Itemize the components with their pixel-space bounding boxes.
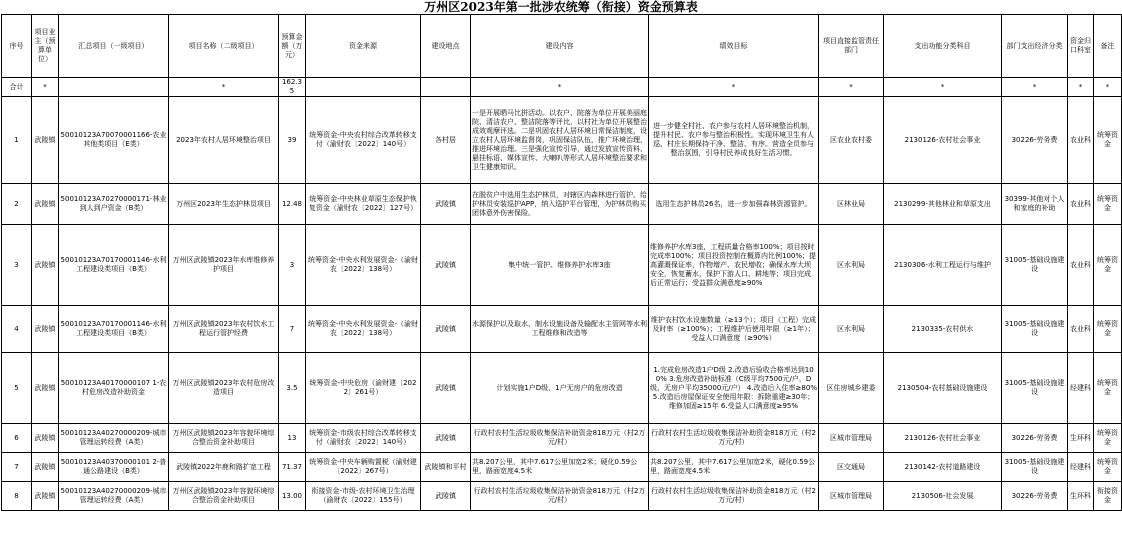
total-star: * [1068,78,1094,97]
row-amount: 39 [279,97,306,184]
row-summary: 50010123A70170001146-水利工程建设类项目（B类） [59,225,169,306]
row-location: 武陵镇 [421,306,471,353]
row-office: 经建科 [1068,453,1094,482]
row-owner: 武陵镇 [32,482,59,511]
header-cell: 建设地点 [421,15,471,78]
row-func: 2130506-社会发展 [884,482,1002,511]
row-amount: 13 [279,424,306,453]
row-summary: 50010123A40270000209-城市管理运转经费（A类） [59,482,169,511]
row-location: 武陵镇 [421,184,471,225]
header-cell: 汇总项目（一级项目） [59,15,169,78]
row-amount: 12.48 [279,184,306,225]
row-location: 武陵镇 [421,424,471,453]
table-row [2,184,1122,225]
row-no: 4 [2,306,32,353]
row-name: 万州区武陵镇2023年容貌环境综合整治资金补助项目 [169,424,279,453]
table-row [2,306,1122,353]
page-title: 万州区2023年第一批涉农统筹（衔接）资金预算表 [424,0,698,14]
header-cell: 项目直接监管责任部门 [819,15,884,78]
row-owner: 武陵镇 [32,184,59,225]
row-no: 3 [2,225,32,306]
row-note: 统筹资金 [1094,225,1122,306]
row-name: 万州区2023年生态护林员项目 [169,184,279,225]
row-source: 统筹资金-中央农村综合改革转移支付（渝财农〔2022〕140号） [306,97,421,184]
row-summary: 50010123A40370000101 2-普通公路建设（B类） [59,453,169,482]
row-content: 水源保护以及取水、制水设施设备及输配水主管网等水利工程维修和改造等 [471,306,649,353]
total-star: * [32,78,59,97]
header-cell: 绩效目标 [649,15,819,78]
row-econ: 30226-劳务费 [1002,424,1068,453]
row-econ: 30226-劳务费 [1002,97,1068,184]
row-func: 2130504-农村基础设施建设 [884,353,1002,424]
row-office: 生环科 [1068,482,1094,511]
row-content: 行政村农村生活垃圾收集保洁补助资金818万元（村2万元/村） [471,482,649,511]
row-name: 万州区武陵镇2023年农村饮水工程运行管护经费 [169,306,279,353]
row-no: 2 [2,184,32,225]
header-cell: 资金归口科室 [1068,15,1094,78]
row-office: 农业科 [1068,97,1094,184]
row-econ: 30226-劳务费 [1002,482,1068,511]
row-name: 万州区武陵镇2023年水库维修养护项目 [169,225,279,306]
row-office: 农业科 [1068,225,1094,306]
header-cell: 项目业主（预算单位） [32,15,59,78]
row-office: 农业科 [1068,184,1094,225]
total-amount: 162.35 [279,78,306,97]
total-blank [59,78,169,97]
header-cell: 支出功能分类科目 [884,15,1002,78]
row-office: 经建科 [1068,353,1094,424]
row-dept: 区城市管理局 [819,424,884,453]
row-source: 统筹资金-市级农村综合改革转移支付（渝财农〔2022〕140号） [306,424,421,453]
row-note: 衔接资金 [1094,482,1122,511]
row-target: 维护农村饮水设施数量（≥13个）；项目（工程）完成及时率（≥100%）；工程维护后使用年限（≥1年）；受益人口满意度（≥90%） [649,306,819,353]
table-row [2,424,1122,453]
row-target: 共8.207公里，其中7.617公里加宽2米，硬化0.59公里，路面宽度4.5米 [649,453,819,482]
header-cell: 序号 [2,15,32,78]
table-row [2,482,1122,511]
header-cell: 资金来源 [306,15,421,78]
row-location: 武陵镇 [421,225,471,306]
row-func: 2130306-水利工程运行与维护 [884,225,1002,306]
row-content: 在脱贫户中选用生态护林员，对辖区内森林进行管护。给护林员安装巡护APP，纳入巡护平台管理，为护林员购买团体意外伤害保险。 [471,184,649,225]
header-row [2,15,1122,78]
row-econ: 31005-基础设施建设 [1002,453,1068,482]
row-target: 1.完成危房改造1户D级 2.改造后验收合格率达到100% 3.危房改造补助标准（C级平均7500元/户，D级、无房户平均35000元/户） 4.改造后入住率≥80% 5.改造后房屋保证安全使用年限：拆除重建≥30年；维修加固≥15年 6.受益人口满意度≥95% [649,353,819,424]
row-summary: 50010123A70170001146-水利工程建设类项目（B类） [59,306,169,353]
row-target: 进一步健全村社、农户参与农村人居环境整治机制，提升村民、农户参与整治积极性。实现环境卫生有人巡、村庄长期保持干净、整洁、有序。营造全员参与整治氛围，引导村民养成良好生活习惯。 [649,97,819,184]
row-content: 行政村农村生活垃圾收集保洁补助资金818万元（村2万元/村） [471,424,649,453]
row-no: 8 [2,482,32,511]
row-note: 统筹资金 [1094,97,1122,184]
total-label: 合计 [2,78,32,97]
total-star: * [649,78,819,97]
row-source: 衔接资金-市级-农村环境卫生治理（渝财农〔2022〕155号） [306,482,421,511]
row-note: 统筹资金 [1094,424,1122,453]
row-owner: 武陵镇 [32,353,59,424]
row-content: 集中统一管护、维修养护水库3座 [471,225,649,306]
row-target: 维修养护水库3座，工程质量合格率100%；项目按时完成率100%；项目投资控制在概算内比例100%；提高灌溉保证率，作物增产、农民增收；确保水库大坝安全，恢复蓄水，保护下游人口、耕地等；项目完成后正常运行；受益群众满意度≥90% [649,225,819,306]
row-func: 2130126-农村社会事业 [884,424,1002,453]
header-cell: 预算金额（万元） [279,15,306,78]
row-note: 统筹资金 [1094,184,1122,225]
row-dept: 区水利局 [819,306,884,353]
row-no: 7 [2,453,32,482]
row-content: 一是开展晒马比拼活动。以农户、院落为单位开展美丽庭院、清洁农户、整洁院落等评比，以村社为单位开展整治成效观摩评选。二是巩固农村人居环境日常保洁制度，设立农村人居环境监督岗，巩固保洁队伍，推广环境治理、推进环境治理。三是强化宣传引导，通过发放宣传资料、悬挂标语、媒体宣传、大喇叭等形式人居环境整治要求和卫生健康知识。 [471,97,649,184]
row-dept: 区水利局 [819,225,884,306]
row-summary: 50010123A40270000209-城市管理运转经费（A类） [59,424,169,453]
row-dept: 区城市管理局 [819,482,884,511]
table-row [2,97,1122,184]
row-econ: 31005-基础设施建设 [1002,306,1068,353]
row-source: 统筹资金-中央林业草原生态保护恢复资金（渝财农〔2022〕127号） [306,184,421,225]
row-target: 行政村农村生活垃圾收集保洁补助资金818万元（村2万元/村） [649,482,819,511]
row-summary: 50010123A70270000171-林业到人到户资金（B类） [59,184,169,225]
row-note: 统筹资金 [1094,353,1122,424]
total-blank [421,78,471,97]
row-owner: 武陵镇 [32,306,59,353]
row-summary: 50010123A40170000107 1-农村危房改造补助资金 [59,353,169,424]
row-summary: 50010123A70070001166-农业其他类项目（E类） [59,97,169,184]
row-name: 武陵镇2022年鹿和路扩宽工程 [169,453,279,482]
table-row [2,453,1122,482]
row-owner: 武陵镇 [32,453,59,482]
row-note: 统筹资金 [1094,453,1122,482]
row-amount: 7 [279,306,306,353]
row-content: 计划实施1户D级、1户无房户的危房改造 [471,353,649,424]
total-star: * [819,78,884,97]
row-dept: 区农业农村委 [819,97,884,184]
row-dept: 区交通局 [819,453,884,482]
row-no: 1 [2,97,32,184]
total-star: * [169,78,279,97]
row-owner: 武陵镇 [32,97,59,184]
header-cell: 项目名称（二级项目） [169,15,279,78]
row-office: 生环科 [1068,424,1094,453]
row-func: 2130299-其他林业和草原支出 [884,184,1002,225]
row-amount: 3 [279,225,306,306]
row-source: 统筹资金-中央危房（渝财建〔2022〕261号） [306,353,421,424]
row-source: 统筹资金-中央水利发展资金-（渝财农〔2022〕138号） [306,225,421,306]
total-row [2,78,1122,97]
row-source: 统筹资金-中央水利发展资金-（渝财农〔2022〕138号） [306,306,421,353]
row-target: 行政村农村生活垃圾收集保洁补助资金818万元（村2万元/村） [649,424,819,453]
total-star: * [884,78,1002,97]
row-note: 统筹资金 [1094,306,1122,353]
row-no: 6 [2,424,32,453]
header-cell: 部门支出经济分类 [1002,15,1068,78]
row-dept: 区住房城乡建委 [819,353,884,424]
table-row [2,225,1122,306]
row-name: 万州区武陵镇2023年容貌环境综合整治资金补助项目 [169,482,279,511]
row-amount: 3.5 [279,353,306,424]
row-location: 各村居 [421,97,471,184]
row-dept: 区林业局 [819,184,884,225]
budget-table [1,14,1122,511]
row-econ: 30399-其他对个人和家庭的补助 [1002,184,1068,225]
row-target: 选用生态护林员26名，进一步加强森林资源管护。 [649,184,819,225]
row-location: 武陵镇 [421,353,471,424]
row-econ: 31005-基础设施建设 [1002,353,1068,424]
row-func: 2130126-农村社会事业 [884,97,1002,184]
row-content: 共8.207公里，其中7.617公里加宽2米；硬化0.59公里，路面宽度4.5米 [471,453,649,482]
total-blank [306,78,421,97]
total-star: * [471,78,649,97]
row-func: 2130335-农村供水 [884,306,1002,353]
total-star: * [1094,78,1122,97]
row-location: 武陵镇 [421,482,471,511]
row-owner: 武陵镇 [32,225,59,306]
table-row [2,353,1122,424]
row-owner: 武陵镇 [32,424,59,453]
row-no: 5 [2,353,32,424]
row-name: 2023年农村人居环境整治项目 [169,97,279,184]
row-amount: 13.00 [279,482,306,511]
row-source: 统筹资金-中央车辆购置税（渝财建〔2022〕267号） [306,453,421,482]
header-cell: 备注 [1094,15,1122,78]
row-amount: 71.37 [279,453,306,482]
row-office: 农业科 [1068,306,1094,353]
row-func: 2130142-农村道路建设 [884,453,1002,482]
row-location: 武陵镇和平村 [421,453,471,482]
row-name: 万州区武陵镇2023年农村危房改造项目 [169,353,279,424]
total-star: * [1002,78,1068,97]
header-cell: 建设内容 [471,15,649,78]
row-econ: 31005-基础设施建设 [1002,225,1068,306]
